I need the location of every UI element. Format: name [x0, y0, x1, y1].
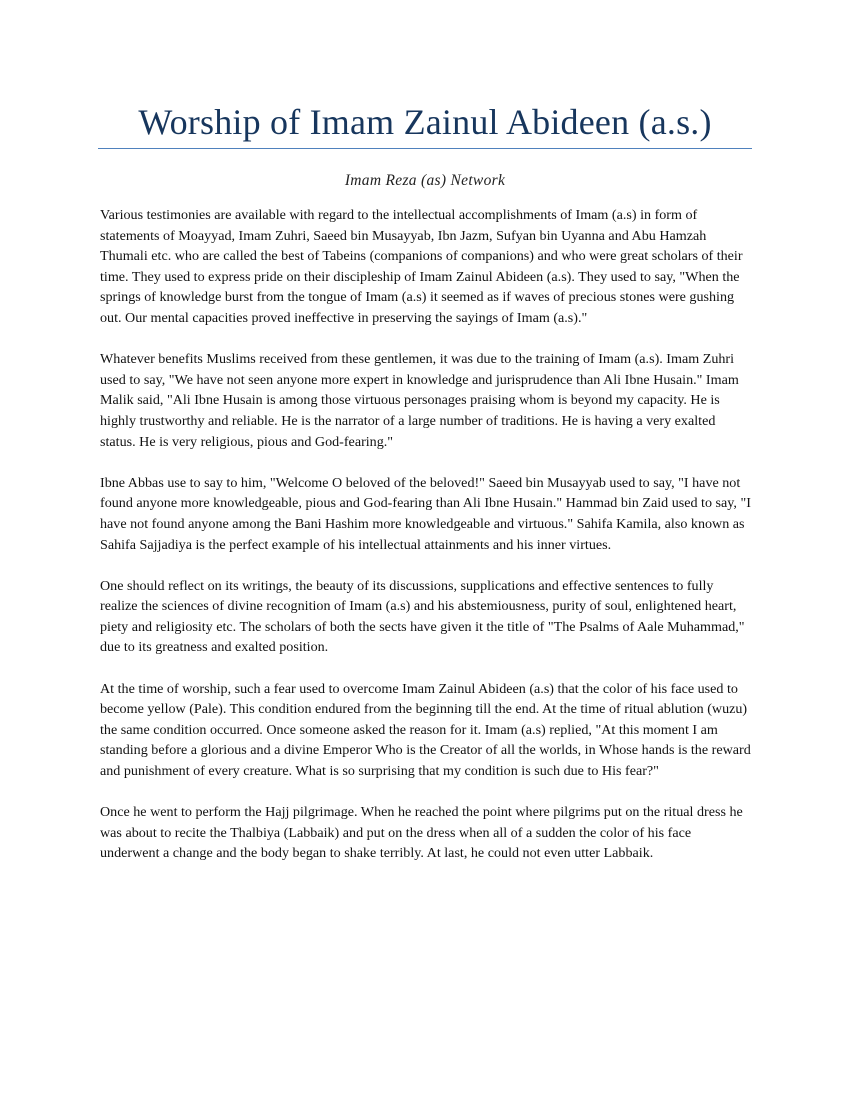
- paragraph-5: At the time of worship, such a fear used to overcome Imam Zainul Abideen (a.s) that the color of his face used to become yellow (Pale). This condition endured from the beginning till the end. At the time of ritual ablution (wuzu) the same condition occurred. Once someone asked the reason for it. Imam (a.s) replied, "At this moment I am standing before a glorious and a divine Emperor Who is the Creator of all the worlds, in Whose hands is the reward and punishment of every creature. What is so surprising that my condition is such due to His fear?": [100, 680, 751, 780]
- document-body: [100, 205, 752, 864]
- paragraph-3: Ibne Abbas use to say to him, "Welcome O beloved of the beloved!" Saeed bin Musayyab used to say, "I have not found anyone more knowledgeable, pious and God-fearing than Ali Ibne Husain." Hammad bin Zaid used to say, "I have not found anyone among the Bani Hashim more knowledgeable and virtuous." Sahifa Kamila, also known as Sahifa Sajjadiya is the perfect example of his intellectual attainments and his inner virtues.: [100, 474, 751, 553]
- paragraph-4: One should reflect on its writings, the beauty of its discussions, supplications and effective sentences to fully realize the sciences of divine recognition of Imam (a.s) and his abstemiousness, purity of soul, enlightened heart, piety and religiosity etc. The scholars of both the sects have given it the title of "The Psalms of Aale Muhammad," due to its greatness and exalted position.: [100, 577, 745, 656]
- document-subtitle: Imam Reza (as) Network: [344, 172, 506, 189]
- paragraph-2: Whatever benefits Muslims received from these gentlemen, it was due to the training of Imam (a.s). Imam Zuhri used to say, "We have not seen anyone more expert in knowledge and jurisprudence than Ali Ibne Husain." Imam Malik said, "Ali Ibne Husain is among those virtuous personages praising whom is beyond my capacity. He is highly trustworthy and reliable. He is the narrator of a large number of traditions. He is having a very exalted status. He is very religious, pious and God-fearing.": [100, 351, 739, 450]
- paragraph-1: Various testimonies are available with regard to the intellectual accomplishments of Imam (a.s) in form of statements of Moayyad, Imam Zuhri, Saeed bin Musayyab, Ibn Jazm, Sufyan bin Uyanna and Abu Hamzah Thumali etc. who are called the best of Tabeins (companions of companions) and who were great scholars of their time. They used to express pride on their discipleship of Imam Zainul Abideen (a.s). They used to say, "When the springs of knowledge burst from the tongue of Imam (a.s) it seemed as if waves of precious stones were gushing out. Our mental capacities proved ineffective in preserving the sayings of Imam (a.s).": [100, 207, 743, 326]
- document-title: Worship of Imam Zainul Abideen (a.s.): [138, 102, 712, 142]
- title-underline-divider: [98, 148, 752, 149]
- paragraph-6: Once he went to perform the Hajj pilgrimage. When he reached the point where pilgrims put on the ritual dress he was about to recite the Thalbiya (Labbaik) and put on the dress when all of a sudden the color of his face underwent a change and the body began to shake terribly. At last, he could not even utter Labbaik.: [100, 804, 743, 862]
